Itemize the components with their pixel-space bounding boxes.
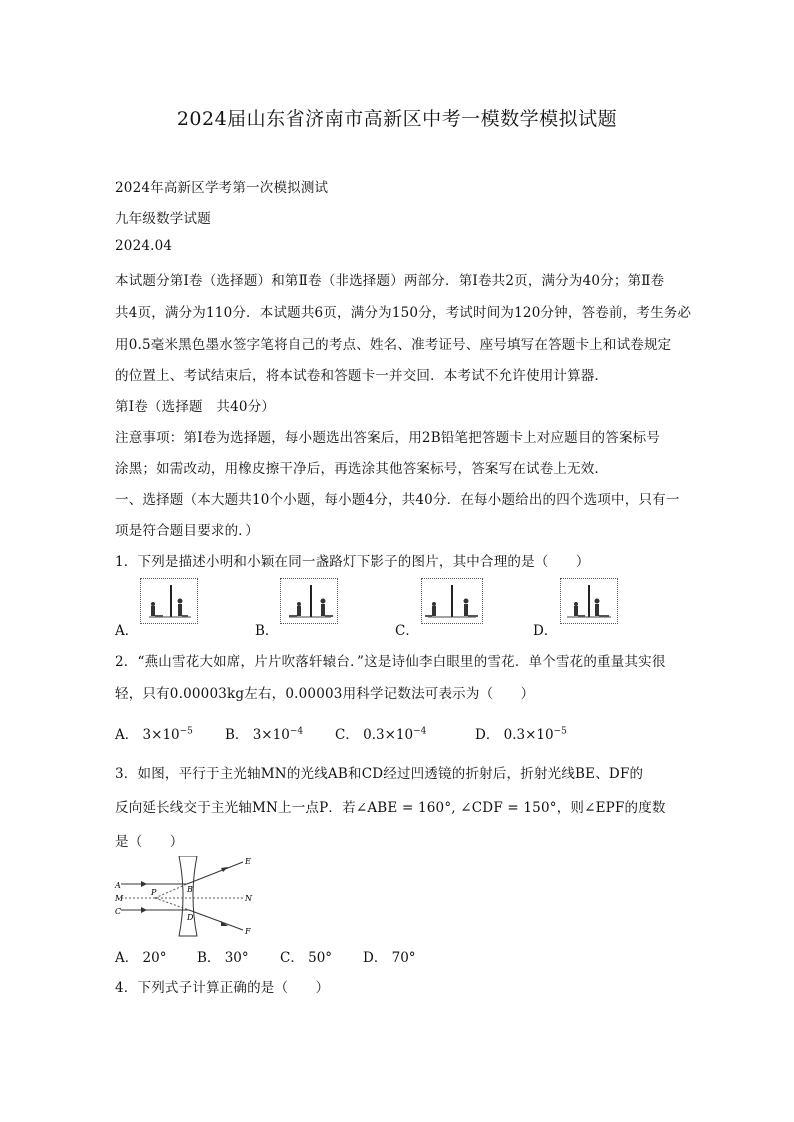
q2-option-c-exp: −4 bbox=[413, 726, 427, 737]
lamp-shadow-figure-a bbox=[141, 579, 197, 623]
part1-heading: 第Ⅰ卷（选择题 共40分） bbox=[115, 399, 276, 415]
q2-option-d-base: 0.3×10 bbox=[503, 727, 554, 743]
header-date: 2024.04 bbox=[115, 238, 173, 254]
q1-option-b-label: B． bbox=[255, 623, 279, 639]
concave-lens-figure bbox=[113, 856, 263, 938]
section1-line-2: 项是符合题目要求的．） bbox=[115, 523, 259, 539]
label-f: F bbox=[245, 927, 251, 936]
label-d: D bbox=[187, 913, 194, 922]
lamp-shadow-figure-c bbox=[422, 579, 482, 623]
q2-option-c-base: 0.3×10 bbox=[363, 727, 414, 743]
q2-option-a bbox=[115, 723, 193, 743]
intro-line-4: 的位置上、考试结束后，将本试卷和答题卡一并交回．本考试不允许使用计算器． bbox=[115, 368, 609, 384]
section1-line-1: 一、选择题（本大题共10个小题，每小题4分，共40分．在每小题给出的四个选项中，只有一 bbox=[115, 492, 680, 508]
lamp-shadow-figure-b bbox=[281, 579, 337, 623]
q2-option-b-exp: −4 bbox=[289, 726, 304, 737]
q3-option-d: D． 70° bbox=[363, 950, 416, 966]
q3-stem-1: 3．如图，平行于主光轴MN的光线AB和CD经过凹透镜的折射后，折射光线BE、DF的 bbox=[115, 766, 644, 782]
q2-option-d-exp: −5 bbox=[553, 726, 567, 737]
q2-option-c bbox=[335, 723, 426, 743]
label-e: E bbox=[245, 857, 251, 866]
intro-line-3: 用0.5毫米黑色墨水签字笔将自己的考点、姓名、准考证号、座号填写在答题卡上和试卷规定 bbox=[115, 337, 672, 353]
header-line-1: 2024年高新区学考第一次模拟测试 bbox=[115, 180, 329, 196]
q1-option-d-image bbox=[560, 578, 618, 624]
label-a: A bbox=[115, 881, 121, 890]
q1-option-c-image bbox=[421, 578, 483, 624]
q3-option-b: B． 30° bbox=[197, 950, 249, 966]
q2-stem-2: 轻，只有0.00003kg左右，0.00003用科学记数法可表示为（ ） bbox=[115, 686, 535, 702]
q2-stem-1: 2．“燕山雪花大如席，片片吹落轩辕台．”这是诗仙李白眼里的雪花．单个雪花的重量其实很 bbox=[115, 654, 666, 670]
label-c: C bbox=[115, 907, 122, 916]
q1-option-a-label: A． bbox=[115, 623, 139, 639]
q2-option-d bbox=[475, 723, 567, 743]
q2-option-b-base: 3×10 bbox=[252, 727, 290, 743]
q1-option-d-label: D． bbox=[533, 623, 558, 639]
q2-option-c-label: C． bbox=[335, 727, 359, 743]
q1-stem: 1．下列是描述小明和小颖在同一盏路灯下影子的图片，其中合理的是（ ） bbox=[115, 554, 590, 570]
q1-option-b-image bbox=[280, 578, 338, 624]
q4-stem: 4．下列式子计算正确的是（ ） bbox=[115, 980, 330, 996]
lamp-shadow-figure-d bbox=[561, 579, 617, 623]
label-p: P bbox=[151, 888, 157, 897]
q2-option-b-label: B． bbox=[225, 727, 249, 743]
page-title: 2024届山东省济南市高新区中考一模数学模拟试题 bbox=[176, 108, 618, 130]
label-n: N bbox=[245, 894, 252, 903]
notice-line-2: 涂黑；如需改动，用橡皮擦干净后，再选涂其他答案标号，答案写在试卷上无效． bbox=[115, 461, 609, 477]
q2-option-d-label: D． bbox=[475, 727, 500, 743]
q3-stem-2: 反向延长线交于主光轴MN上一点P．若∠ABE = 160°, ∠CDF = 150°，则∠EPF的度数 bbox=[115, 800, 666, 816]
q2-option-a-exp: −5 bbox=[179, 726, 193, 737]
q1-option-c-label: C． bbox=[395, 623, 419, 639]
header-line-2: 九年级数学试题 bbox=[115, 211, 211, 227]
q3-stem-3: 是（ ） bbox=[115, 834, 184, 850]
q2-option-a-base: 3×10 bbox=[142, 727, 180, 743]
intro-line-1: 本试题分第Ⅰ卷（选择题）和第Ⅱ卷（非选择题）两部分．第Ⅰ卷共2页，满分为40分；第Ⅱ卷 bbox=[115, 273, 665, 289]
q3-option-c: C． 50° bbox=[280, 950, 333, 966]
q3-option-a: A． 20° bbox=[115, 950, 167, 966]
label-b: B bbox=[187, 885, 193, 894]
q2-option-b bbox=[225, 723, 303, 743]
q1-option-a-image bbox=[140, 578, 198, 624]
intro-line-2: 共4页，满分为110分．本试题共6页，满分为150分，考试时间为120分钟，答卷前，考生务必 bbox=[115, 305, 692, 321]
q2-option-a-label: A． bbox=[115, 727, 139, 743]
notice-line-1: 注意事项：第Ⅰ卷为选择题，每小题选出答案后，用2B铅笔把答题卡上对应题目的答案标号 bbox=[115, 430, 661, 446]
label-m: M bbox=[115, 894, 124, 903]
